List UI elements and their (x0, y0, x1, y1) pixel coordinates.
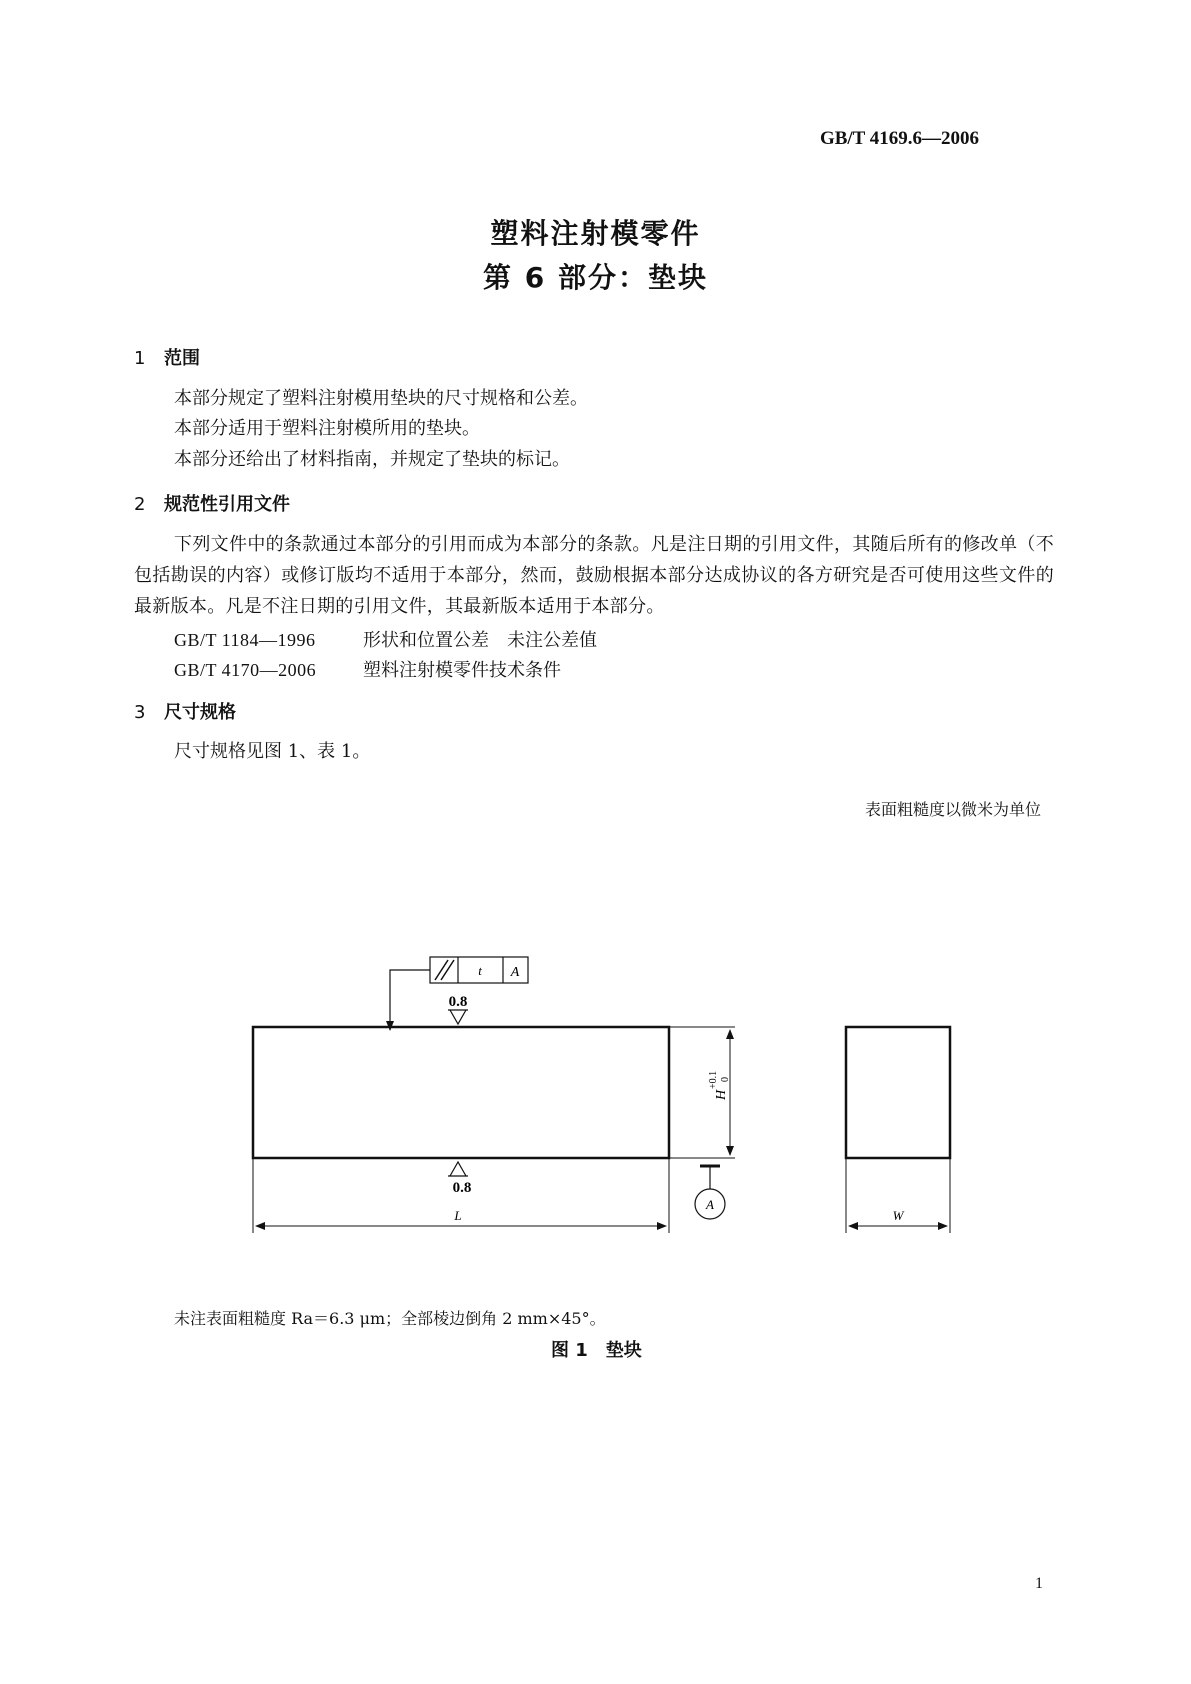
document-subtitle: 第 6 部分：垫块 (483, 261, 708, 294)
parallelism-icon (435, 960, 454, 980)
section-1-para-1: 本部分规定了塑料注射模用垫块的尺寸规格和公差。 (174, 388, 588, 409)
tolerance-leader (390, 970, 430, 1030)
roughness-top-symbol (448, 994, 468, 1024)
section-2-title: 规范性引用文件 (164, 494, 290, 515)
tolerance-value: t (478, 963, 482, 978)
figure-footnote: 未注表面粗糙度 Ra＝6.3 μm；全部棱边倒角 2 mm×45°。 (174, 1309, 606, 1328)
height-upper-tolerance: +0.1 (708, 1070, 719, 1089)
standard-number: GB/T 4169.6—2006 (819, 128, 979, 149)
figure-caption: 图 1 垫块 (551, 1340, 642, 1361)
roughness-top-value: 0.8 (448, 994, 468, 1010)
datum-a-label: A (706, 1197, 714, 1212)
reference-title: 塑料注射模零件技术条件 (363, 660, 561, 681)
section-2-number: 2 (134, 494, 146, 515)
width-dimension (846, 1158, 950, 1233)
document-title: 塑料注射模零件 (490, 217, 701, 250)
width-label: W (892, 1208, 904, 1223)
section-3-title: 尺寸规格 (164, 702, 236, 723)
length-label: L (454, 1208, 462, 1223)
front-view-outline (253, 1027, 669, 1158)
roughness-bottom-value: 0.8 (452, 1180, 472, 1196)
section-1-number: 1 (134, 348, 146, 369)
datum-a-symbol (695, 1166, 725, 1219)
section-3-number: 3 (134, 702, 146, 723)
page-number: 1 (1035, 1575, 1043, 1592)
height-lower-tolerance: 0 (720, 1077, 731, 1082)
unit-note: 表面粗糙度以微米为单位 (864, 800, 1041, 819)
roughness-bottom-symbol (448, 1162, 471, 1196)
reference-code: GB/T 4170—2006 (174, 660, 317, 680)
section-2-intro: 下列文件中的条款通过本部分的引用而成为本部分的条款。凡是注日期的引用文件，其随后所有的修改单（不包括勘误的内容）或修订版均不适用于本部分，然而，鼓励根据本部分达成协议的各方研究是否可使用这些文件的最新版本。凡是不注日期的引用文件，其最新版本适用于本部分。 (134, 534, 1054, 617)
tolerance-frame (430, 957, 528, 983)
reference-title: 形状和位置公差 未注公差值 (363, 630, 597, 651)
section-1-title: 范围 (164, 348, 200, 369)
height-dimension (669, 1027, 735, 1158)
section-1-para-3: 本部分还给出了材料指南，并规定了垫块的标记。 (174, 449, 570, 470)
tolerance-datum: A (510, 965, 520, 980)
section-3-para-1: 尺寸规格见图 1、表 1。 (174, 741, 371, 762)
section-1-para-2: 本部分适用于塑料注射模所用的垫块。 (174, 418, 480, 439)
reference-code: GB/T 1184—1996 (174, 630, 316, 650)
height-label: H (714, 1089, 729, 1100)
side-view-outline (846, 1027, 950, 1158)
